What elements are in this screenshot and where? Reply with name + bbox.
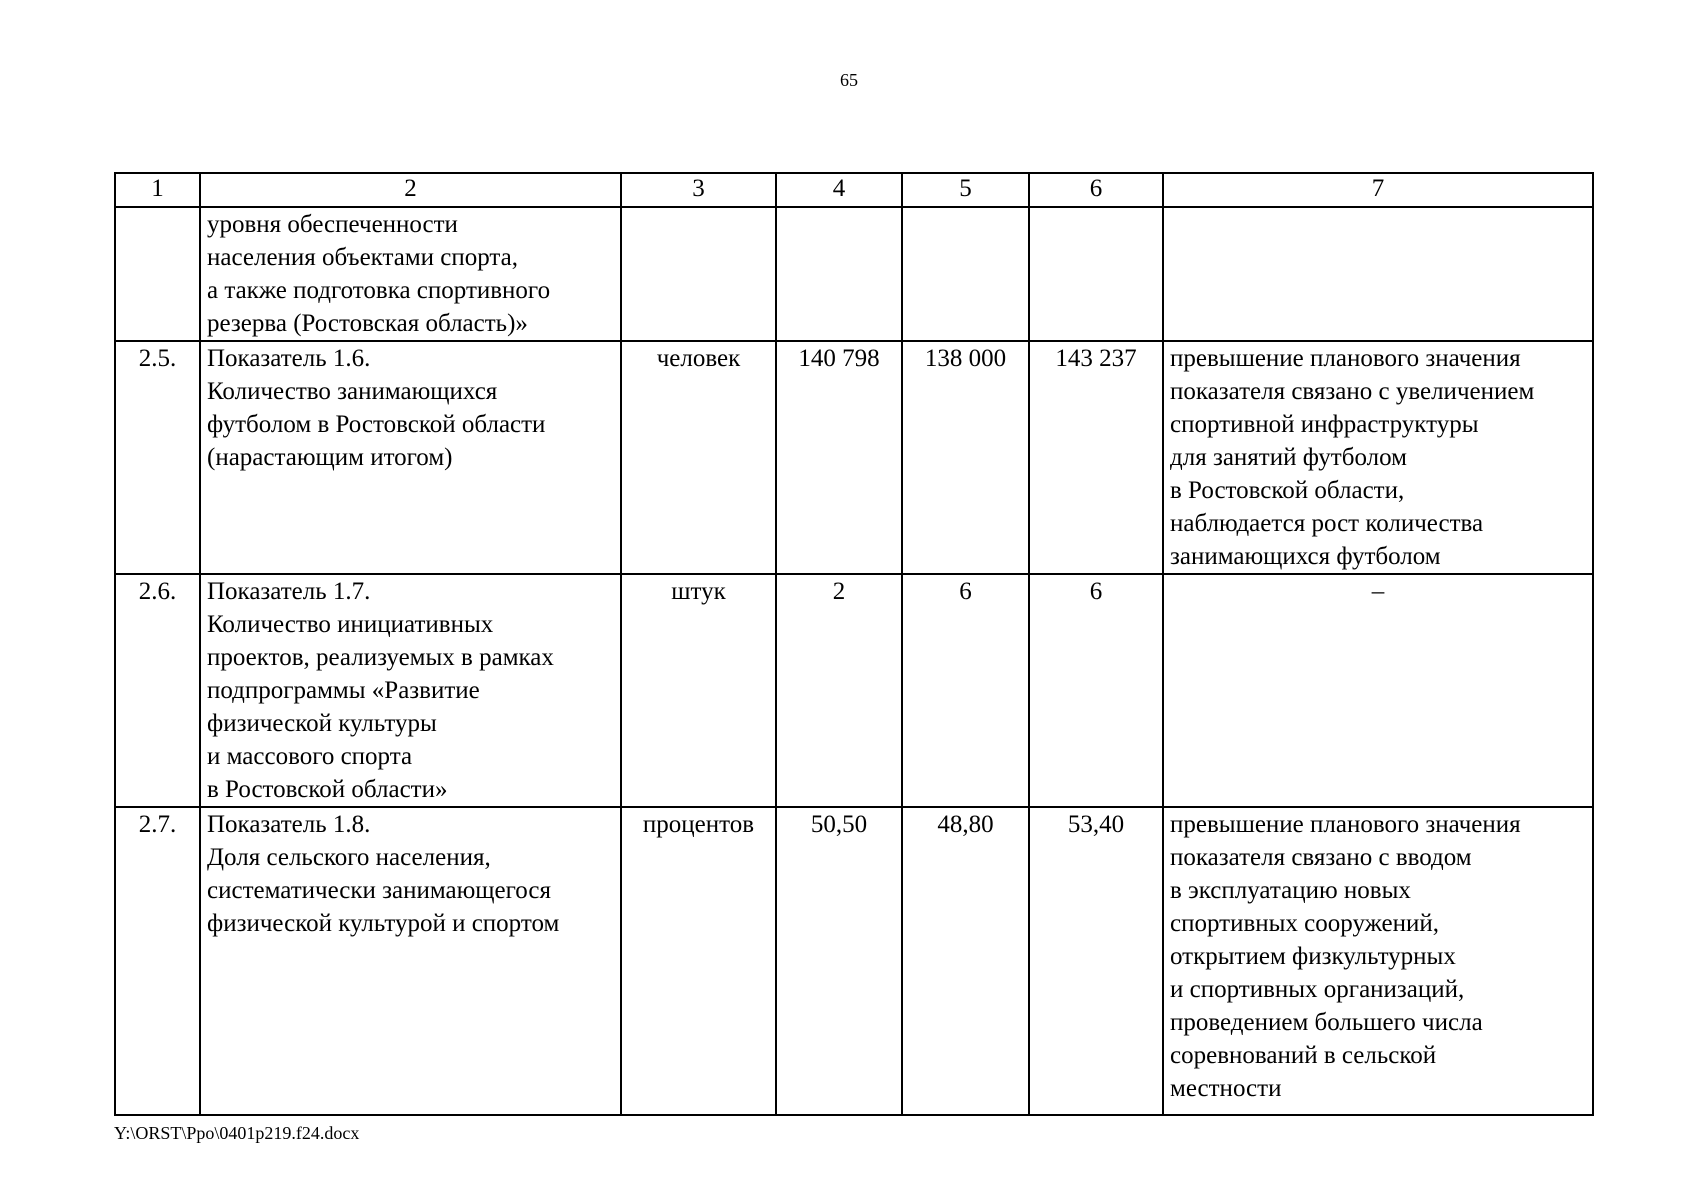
indicator-name-cell: уровня обеспеченности населения объектами спорта, а также подготовка спортивного резерва (Ростовская область)»	[200, 207, 621, 341]
value-cell-col6: 143 237	[1029, 341, 1163, 574]
table-row	[115, 574, 1593, 807]
column-header: 1	[115, 173, 200, 207]
table-header-row	[115, 173, 1593, 207]
value-cell-col4: 140 798	[776, 341, 902, 574]
value-cell-col4: 50,50	[776, 807, 902, 1115]
indicator-name-cell: Показатель 1.6. Количество занимающихся футболом в Ростовской области (нарастающим итогом)	[200, 341, 621, 574]
row-number-cell: 2.7.	[115, 807, 200, 1115]
indicator-name-cell: Показатель 1.7. Количество инициативных проектов, реализуемых в рамках подпрограммы «Развитие физической культуры и массового спорта в Ростовской области»	[200, 574, 621, 807]
value-cell-col5	[902, 207, 1029, 341]
value-cell-col5: 6	[902, 574, 1029, 807]
value-cell-col6	[1029, 207, 1163, 341]
row-number-cell: 2.6.	[115, 574, 200, 807]
note-cell: превышение планового значения показателя связано с увеличением спортивной инфраструктуры для занятий футболом в Ростовской области, наблюдается рост количества занимающихся футболом	[1163, 341, 1593, 574]
value-cell-col5: 48,80	[902, 807, 1029, 1115]
value-cell-col4: 2	[776, 574, 902, 807]
table-row	[115, 341, 1593, 574]
table-row	[115, 807, 1593, 1115]
value-cell-col6: 6	[1029, 574, 1163, 807]
column-header: 6	[1029, 173, 1163, 207]
note-cell: –	[1163, 574, 1593, 807]
column-header: 5	[902, 173, 1029, 207]
column-header: 4	[776, 173, 902, 207]
column-header: 7	[1163, 173, 1593, 207]
unit-cell: человек	[621, 341, 776, 574]
table-row	[115, 207, 1593, 341]
file-path-footer: Y:\ORST\Ppo\0401p219.f24.docx	[114, 1123, 360, 1143]
unit-cell: процентов	[621, 807, 776, 1115]
row-number-cell	[115, 207, 200, 341]
column-header: 3	[621, 173, 776, 207]
indicator-name-cell: Показатель 1.8. Доля сельского населения, систематически занимающегося физической культурой и спортом	[200, 807, 621, 1115]
value-cell-col5: 138 000	[902, 341, 1029, 574]
row-number-cell: 2.5.	[115, 341, 200, 574]
unit-cell: штук	[621, 574, 776, 807]
value-cell-col4	[776, 207, 902, 341]
note-cell	[1163, 207, 1593, 341]
value-cell-col6: 53,40	[1029, 807, 1163, 1115]
column-header: 2	[200, 173, 621, 207]
note-cell: превышение планового значения показателя связано с вводом в эксплуатацию новых спортивных сооружений, открытием физкультурных и спортивных организаций, проведением большего числа соревнований в сельской местности	[1163, 807, 1593, 1115]
unit-cell	[621, 207, 776, 341]
page-number: 65	[840, 70, 858, 90]
indicator-table	[114, 172, 1594, 1116]
